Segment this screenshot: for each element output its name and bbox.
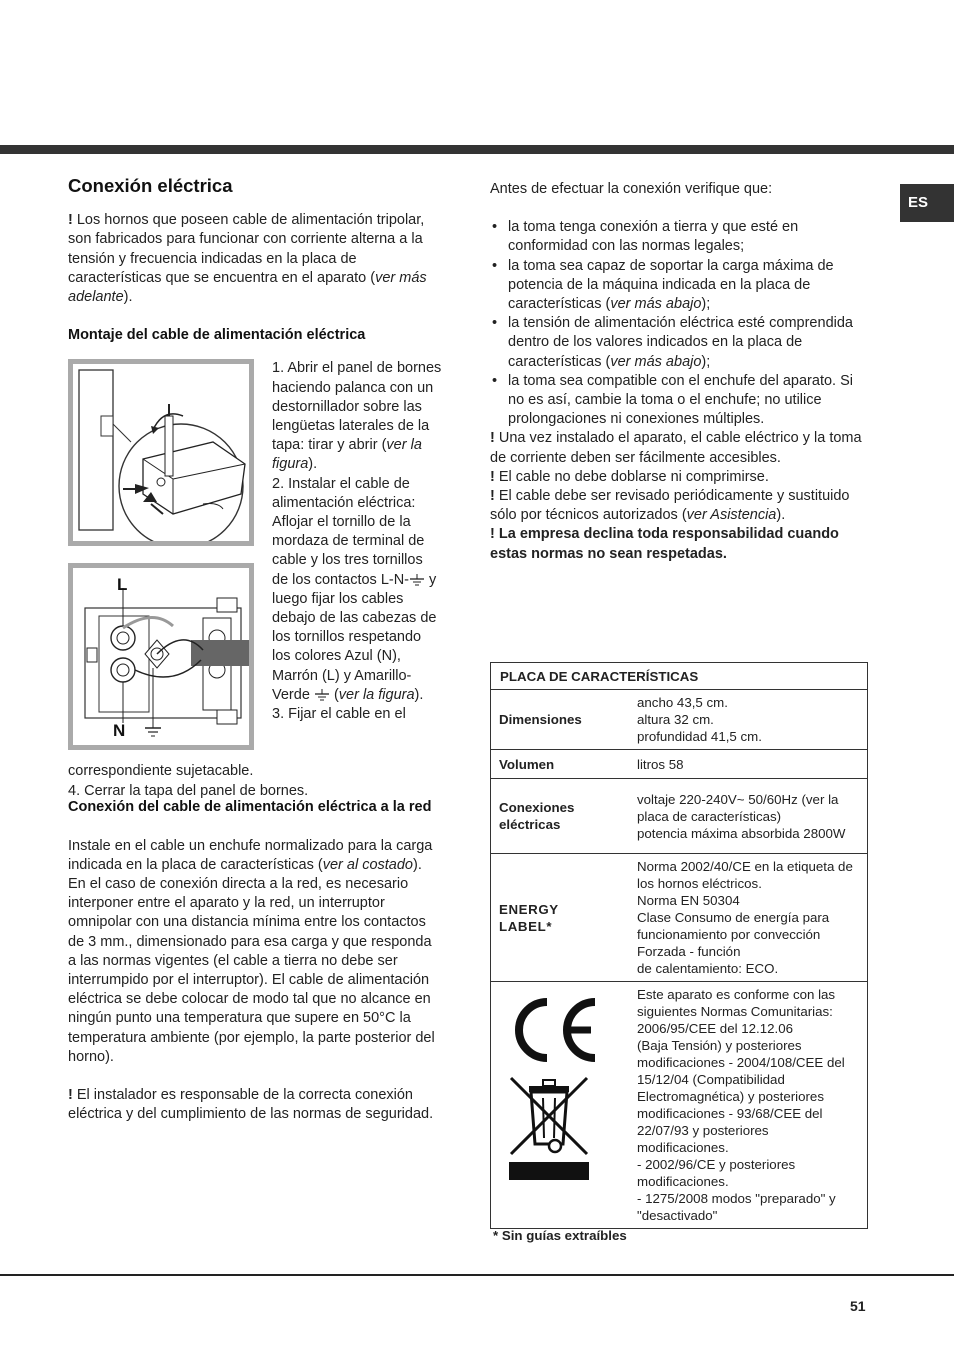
list-item: • la toma sea capaz de soportar la carga máxima de potencia de la máquina indicada en la placa de características (ver más abajo);	[490, 257, 866, 315]
right-column	[490, 180, 866, 564]
fig-label-l: L	[117, 575, 128, 595]
step-1: 1. Abrir el panel de bornes haciendo palanca con un destornillador sobre las lengüetas laterales de la tapa: tirar y abrir (ver la figura).	[272, 360, 442, 473]
table-row	[491, 854, 868, 982]
spec-label: Dimensiones	[491, 690, 634, 750]
checklist-lead: Antes de efectuar la conexión verifique que:	[490, 181, 773, 197]
spec-value: litros 58	[633, 750, 868, 779]
mount-heading: Montaje del cable de alimentación eléctrica	[68, 327, 366, 344]
table-row	[491, 982, 868, 1229]
earth-symbol-icon	[409, 574, 425, 586]
conformity-marks	[491, 982, 634, 1229]
ce-mark-c-icon	[519, 1002, 547, 1058]
page-number: 51	[850, 1298, 866, 1314]
table-row	[491, 779, 868, 854]
earth-symbol-icon	[314, 689, 330, 701]
list-item: • la tensión de alimentación eléctrica esté comprendida dentro de los valores indicados en la placa de características (ver más abajo);	[490, 314, 866, 372]
note-bend: ! El cable no debe doblarse ni comprimirse.	[490, 468, 769, 485]
installer-note: ! El instalador es responsable de la correcta conexión eléctrica y del cumplimiento de las normas de seguridad.	[68, 1087, 434, 1123]
step-3-continued: correspondiente sujetacable.	[68, 763, 254, 780]
note-liability: ! La empresa declina toda responsabilidad cuando estas normas no sean respetadas.	[490, 526, 839, 562]
list-item: • la toma tenga conexión a tierra y que esté en conformidad con las normas legales;	[490, 218, 866, 256]
mounting-steps	[272, 359, 442, 724]
spec-table-header: PLACA DE CARACTERÍSTICAS	[491, 663, 868, 690]
terminal-block-figure	[68, 563, 254, 750]
checklist	[490, 218, 866, 429]
figures-and-steps	[68, 359, 442, 799]
step-3: 3. Fijar el cable en el	[272, 706, 406, 723]
spec-table	[490, 662, 868, 1229]
spec-label: Volumen	[491, 750, 634, 779]
fig-label-n: N	[113, 721, 126, 741]
note-inspect: ! El cable debe ser revisado periódicamente y sustituido sólo por técnicos autorizados (ver Asistencia).	[490, 488, 850, 524]
bottom-rule	[0, 1274, 954, 1276]
note-accessible: ! Una vez instalado el aparato, el cable eléctrico y la toma de corriente deben ser fácilmente accesibles.	[490, 430, 862, 466]
spec-label: ENERGY LABEL*	[491, 854, 634, 982]
spec-value: Norma 2002/40/CE en la etiqueta de los hornos eléctricos. Norma EN 50304 Clase Consumo de energía para funcionamiento por convección Forzada - función de calentamiento: ECO.	[633, 854, 868, 982]
weee-bar-icon	[509, 1162, 589, 1180]
spec-label: Conexiones eléctricas	[491, 779, 634, 854]
spec-value: Este aparato es conforme con las siguientes Normas Comunitarias: 2006/95/CEE del 12.12.06 (Baja Tensión) y posteriores modificaciones - 2004/108/CEE del 15/12/04 (Compatibilidad Electromagnética) y posteriores modificaciones - 93/68/CEE del 22/07/93 y posteriores modificaciones. - 2002/96/CE y posteriores modificaciones. - 1275/2008 modos "preparado" y "desactivado"	[633, 982, 868, 1229]
section-title: Conexión eléctrica	[68, 175, 233, 196]
list-item: • la toma sea compatible con el enchufe del aparato. Si no es así, cambie la toma o el enchufe; no utilice prolongaciones ni conexiones múltiples.	[490, 372, 866, 430]
top-bar	[0, 145, 954, 154]
ce-and-weee-marks	[499, 994, 609, 1184]
crossed-bin-icon	[511, 1078, 587, 1154]
language-tab: ES	[900, 184, 954, 222]
terminal-cover-figure	[68, 359, 254, 546]
network-heading: Conexión del cable de alimentación eléctrica a la red	[68, 799, 432, 816]
spec-footnote: * Sin guías extraíbles	[493, 1228, 627, 1243]
left-column	[68, 176, 442, 1124]
table-row	[491, 690, 868, 750]
intro-paragraph: ! Los hornos que poseen cable de alimentación tripolar, son fabricados para funcionar con corriente alterna a la tensión y frecuencia indicadas en la placa de características que se encuentra en el aparato (ver más adelante).	[68, 212, 427, 306]
step-4: 4. Cerrar la tapa del panel de bornes.	[68, 782, 309, 799]
table-row	[491, 750, 868, 779]
spec-value: voltaje 220-240V~ 50/60Hz (ver la placa de características) potencia máxima absorbida 2800W	[633, 779, 868, 854]
spec-value: ancho 43,5 cm. altura 32 cm. profundidad 41,5 cm.	[633, 690, 868, 750]
step-2: 2. Instalar el cable de alimentación eléctrica: Aflojar el tornillo de la mordaza de terminal de cable y los tres tornillos de los contactos L-N- y luego fijar los cables debajo de las cabezas de los tornillos respetando los colores Azul (N), Marrón (L) y Amarillo-Verde (ver la figura).	[272, 475, 437, 703]
network-paragraph-1: Instale en el cable un enchufe normalizado para la carga indicada en la placa de características (ver al costado).	[68, 837, 433, 873]
network-paragraph-2: En el caso de conexión directa a la red, es necesario interponer entre el aparato y la red, un interruptor omnipolar con una distancia mínima entre los contactos de 3 mm., dimensionado para esa carga y que responda a las normas vigentes (el cable a tierra no debe ser interrumpido por el interruptor). El cable de alimentación eléctrica se debe colocar de modo tal que no alcance en ningún punto una temperatura que supere en 50°C la temperatura ambiente (por ejemplo, la parte posterior del horno).	[68, 876, 435, 1065]
